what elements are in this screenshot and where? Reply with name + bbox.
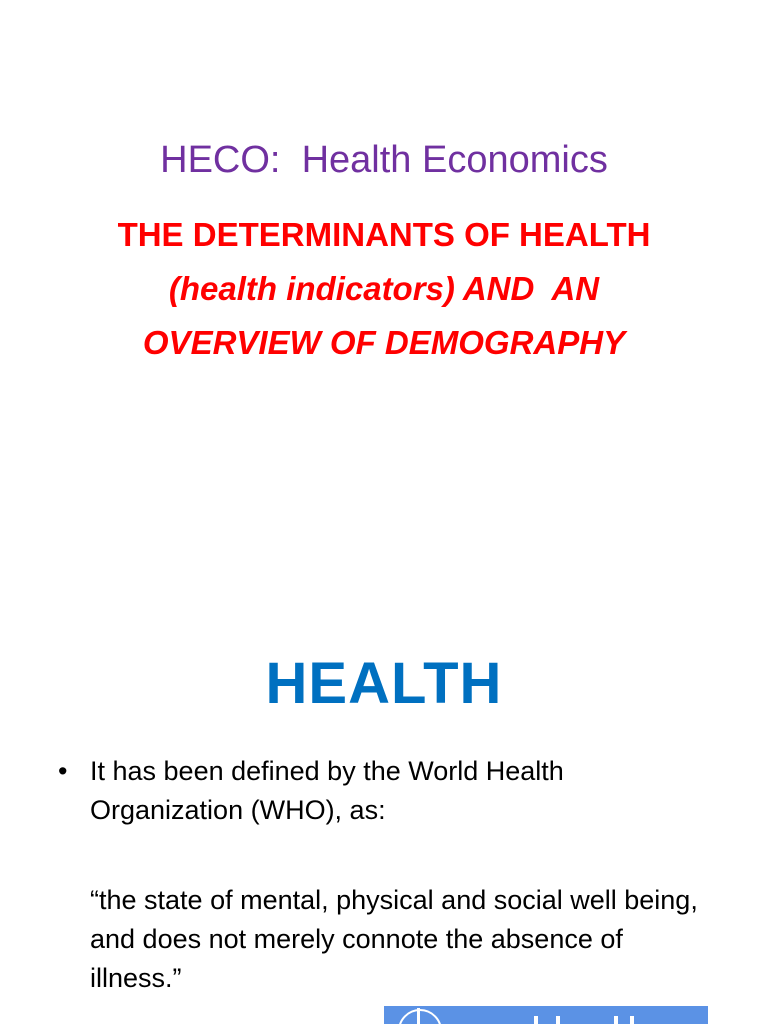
bullet-item <box>58 752 708 830</box>
bullet-text: It has been defined by the World Health Organization (WHO), as: <box>90 756 564 825</box>
logo-text-mark <box>556 1016 560 1024</box>
slide-heading: HEALTH <box>265 651 503 716</box>
who-logo <box>384 1006 708 1024</box>
title-line-3: OVERVIEW OF DEMOGRAPHY <box>142 324 626 361</box>
logo-text-mark <box>630 1016 634 1024</box>
who-emblem-icon <box>398 1009 442 1024</box>
logo-text-mark <box>534 1016 538 1024</box>
who-staff-icon <box>417 1008 420 1024</box>
who-definition-quote: “the state of mental, physical and social well being, and does not merely connote the absence of illness.” <box>90 885 698 993</box>
slide-subtitle: HECO: Health Economics <box>160 139 608 181</box>
title-line-2: (health indicators) AND AN <box>168 270 600 307</box>
logo-text-mark <box>614 1016 618 1024</box>
slide-title-text <box>0 208 768 370</box>
title-line-1: THE DETERMINANTS OF HEALTH <box>117 216 651 253</box>
bullet-icon: • <box>58 756 68 786</box>
slide-health-definition <box>0 590 768 1024</box>
